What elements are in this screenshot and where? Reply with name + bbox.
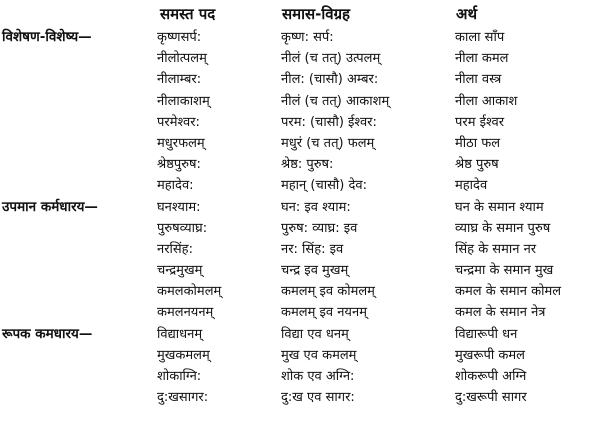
arth-cell: शोकरूपी अग्नि — [455, 369, 527, 384]
samast-pad-cell: मधुरफलम् — [157, 135, 205, 151]
table-row — [0, 69, 606, 90]
table-row — [0, 387, 606, 408]
samas-vigrah-cell: नीलं (च तत्) आकाशम् — [281, 93, 390, 109]
samast-pad-cell: कमलकोमलम् — [157, 284, 222, 300]
samas-vigrah-cell: चन्द्र इव मुखम् — [281, 263, 349, 279]
header-arth: अर्थ — [456, 5, 478, 23]
samas-vigrah-cell: नीलं (च तत्) उत्पलम् — [281, 51, 381, 67]
header-samas-vigrah: समास-विग्रह — [282, 5, 351, 23]
table-row — [0, 281, 606, 302]
arth-cell: दु:खरूपी सागर — [455, 390, 527, 406]
table-row — [0, 48, 606, 69]
samast-pad-cell: शोकाग्नि: — [157, 369, 202, 384]
arth-cell: मुखरूपी कमल — [455, 347, 525, 363]
samast-pad-cell: पुरुषव्याघ्र: — [157, 220, 208, 236]
table-row — [0, 345, 606, 366]
samas-vigrah-cell: श्रेष्ठ: पुरुष: — [281, 157, 334, 173]
table-row — [0, 112, 606, 133]
samas-vigrah-cell: पुरुष: व्याघ्र: इव — [281, 220, 358, 236]
samas-vigrah-cell: महान् (चासौ) देव: — [281, 178, 367, 194]
arth-cell: महादेव — [455, 178, 488, 194]
samas-vigrah-cell: कमलम् इव नयनम् — [281, 305, 367, 321]
samas-vigrah-cell: दु:ख एव सागर: — [281, 390, 355, 406]
header-samast-pad: समस्त पद — [160, 5, 216, 23]
samas-vigrah-cell: घन: इव श्याम: — [281, 199, 351, 215]
arth-cell: कमल के समान नेत्र — [455, 305, 546, 321]
arth-cell: परम ईश्वर — [455, 114, 505, 130]
arth-cell: विद्यारूपी धन — [455, 326, 518, 342]
arth-cell: नीला कमल — [455, 51, 509, 67]
arth-cell: चन्द्रमा के समान मुख — [455, 263, 554, 279]
category-label: रूपक कमधारय— — [2, 325, 93, 342]
table-row — [0, 366, 606, 387]
table-header — [0, 4, 606, 26]
table-body — [0, 27, 606, 408]
table-row — [0, 197, 606, 218]
samast-pad-cell: मुखकमलम् — [157, 347, 210, 363]
table-row — [0, 175, 606, 196]
arth-cell: नीला आकाश — [455, 93, 518, 109]
table-row — [0, 324, 606, 345]
samas-vigrah-cell: नील: (चासौ) अम्बर: — [281, 72, 379, 88]
samast-pad-cell: नीलाकाशम् — [157, 93, 210, 109]
arth-cell: सिंह के समान नर — [455, 241, 537, 257]
table-row — [0, 154, 606, 175]
table-row — [0, 91, 606, 112]
samast-pad-cell: नीलाम्बर: — [157, 72, 202, 88]
table-row — [0, 133, 606, 154]
samast-pad-cell: दु:खसागर: — [157, 390, 209, 406]
samast-pad-cell: चन्द्रमुखम् — [157, 263, 203, 279]
samas-vigrah-cell: मधुरं (च तत्) फलम् — [281, 135, 375, 151]
arth-cell: मीठा फल — [455, 135, 501, 151]
samast-pad-cell: कमलनयनम् — [157, 305, 214, 321]
table-row — [0, 218, 606, 239]
samas-vigrah-cell: शोक एव अग्नि: — [281, 369, 355, 384]
samast-pad-cell: घनश्याम: — [157, 199, 201, 215]
table-row — [0, 302, 606, 323]
samast-pad-cell: विद्याधनम् — [157, 326, 203, 342]
arth-cell: काला साँप — [455, 30, 505, 45]
arth-cell: कमल के समान कोमल — [455, 284, 562, 300]
arth-cell: श्रेष्ठ पुरुष — [455, 157, 499, 173]
samas-vigrah-cell: कृष्ण: सर्प: — [281, 30, 334, 45]
arth-cell: व्याघ्र के समान पुरुष — [455, 220, 551, 236]
category-label: विशेषण-विशेष्य— — [2, 29, 92, 45]
arth-cell: घन के समान श्याम — [455, 199, 544, 215]
samast-pad-cell: नीलोत्पलम् — [157, 51, 207, 67]
category-label: उपमान कर्मधारय— — [2, 198, 98, 215]
samas-vigrah-cell: मुख एव कमलम् — [281, 347, 357, 363]
samas-vigrah-cell: कमलम् इव कोमलम् — [281, 284, 375, 300]
arth-cell: नीला वस्त्र — [455, 72, 502, 88]
table-row — [0, 239, 606, 260]
samas-vigrah-cell: नर: सिंह: इव — [281, 241, 344, 257]
samast-pad-cell: नरसिंह: — [157, 241, 193, 257]
samast-pad-cell: महादेव: — [157, 178, 194, 194]
samas-vigrah-cell: विद्या एव धनम् — [281, 326, 349, 342]
table-row — [0, 27, 606, 48]
samast-pad-cell: परमेश्वर: — [157, 114, 200, 130]
samast-pad-cell: श्रेष्ठपुरुष: — [157, 157, 201, 173]
samas-vigrah-cell: परम: (चासौ) ईश्वर: — [281, 114, 377, 130]
samast-pad-cell: कृष्णसर्प: — [157, 30, 202, 45]
table-row — [0, 260, 606, 281]
